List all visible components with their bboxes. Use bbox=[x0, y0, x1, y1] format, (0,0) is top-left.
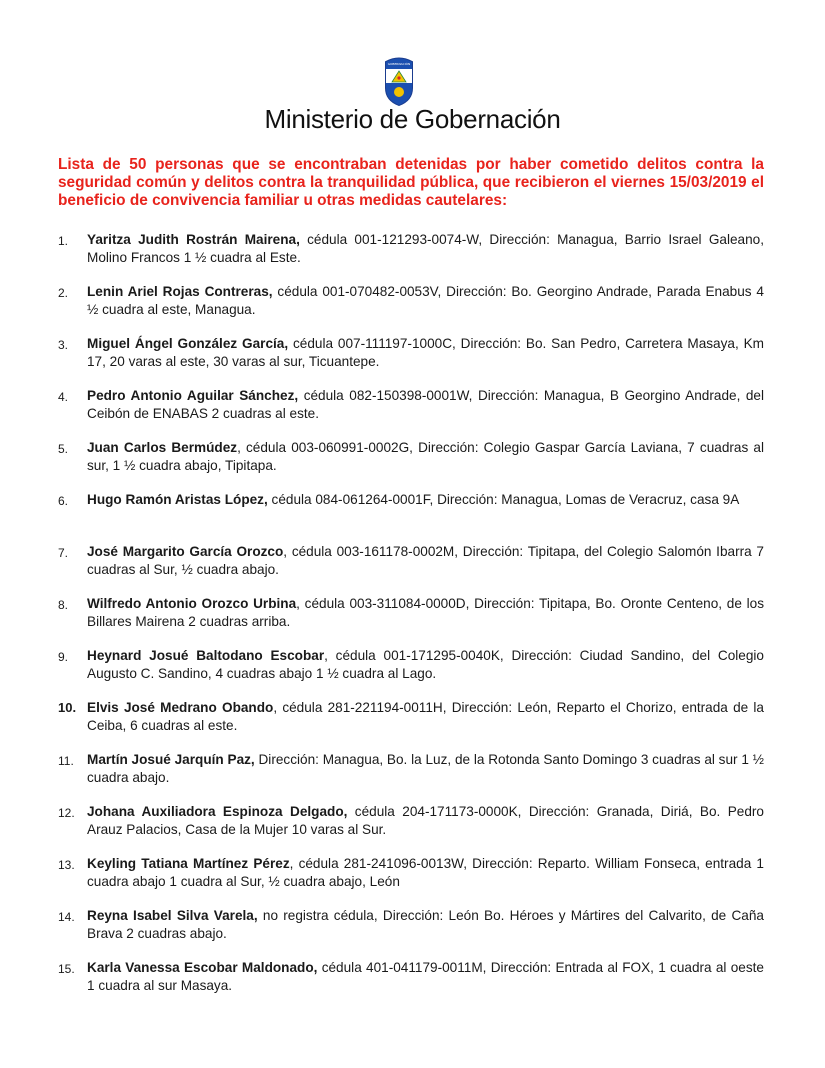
person-name: Karla Vanessa Escobar Maldonado, bbox=[87, 960, 318, 975]
item-number: 1. bbox=[58, 234, 69, 248]
item-number: 4. bbox=[58, 390, 69, 404]
person-details: no registra cédula, Dirección: León Bo. Héroes y Mártires del Calvarito, de Caña Brava 2 cuadras abajo. bbox=[87, 908, 764, 941]
list-item bbox=[58, 439, 764, 491]
item-number: 5. bbox=[58, 442, 69, 456]
person-details: cédula 007-111197-1000C, Dirección: Bo. San Pedro, Carretera Masaya, Km 17, 20 varas al este, 30 varas al sur, Ticuantepe. bbox=[87, 336, 764, 369]
item-number: 9. bbox=[58, 650, 69, 664]
list-item bbox=[58, 543, 764, 595]
person-name: Yaritza Judith Rostrán Mairena, bbox=[87, 232, 300, 247]
person-name: Lenin Ariel Rojas Contreras, bbox=[87, 284, 273, 299]
item-text bbox=[87, 439, 764, 475]
list-item bbox=[58, 491, 764, 543]
person-name: Keyling Tatiana Martínez Pérez bbox=[87, 856, 290, 871]
person-details: , cédula 003-311084-0000D, Dirección: Tipitapa, Bo. Oronte Centeno, de los Billares Mairena 2 cuadras arriba. bbox=[87, 596, 764, 629]
item-number: 10. bbox=[58, 700, 77, 715]
person-details: cédula 084-061264-0001F, Dirección: Managua, Lomas de Veracruz, casa 9A bbox=[267, 492, 740, 507]
person-details: cédula 204-171173-0000K, Dirección: Granada, Diriá, Bo. Pedro Arauz Palacios, Casa de la Mujer 10 varas al Sur. bbox=[87, 804, 764, 837]
person-details: cédula 001-121293-0074-W, Dirección: Managua, Barrio Israel Galeano, Molino Francos 1 ½ cuadra al Este. bbox=[87, 232, 764, 265]
item-text bbox=[87, 283, 764, 319]
person-name: Miguel Ángel González García, bbox=[87, 336, 289, 351]
item-text bbox=[87, 959, 764, 995]
ministry-title: Ministerio de Gobernación bbox=[264, 104, 561, 134]
person-details: , cédula 281-241096-0013W, Dirección: Reparto. William Fonseca, entrada 1 cuadra abajo 1 cuadra al Sur, ½ cuadra abajo, León bbox=[87, 856, 764, 889]
item-number: 15. bbox=[58, 962, 75, 976]
list-heading: Lista de 50 personas que se encontraban detenidas por haber cometido delitos contra la seguridad común y delitos contra la tranquilidad pública, que recibieron el viernes 15/03/2019 el beneficio de convivencia familiar u otras medidas cautelares: bbox=[58, 156, 764, 209]
svg-text:GOBERNACIÓN: GOBERNACIÓN bbox=[387, 62, 411, 66]
person-name: Elvis José Medrano Obando bbox=[87, 700, 274, 715]
list-item bbox=[58, 283, 764, 335]
detainee-list bbox=[58, 231, 764, 1011]
person-name: Johana Auxiliadora Espinoza Delgado, bbox=[87, 804, 348, 819]
item-text bbox=[87, 855, 764, 891]
item-number: 11. bbox=[58, 754, 74, 768]
item-text bbox=[87, 335, 764, 371]
list-item bbox=[58, 231, 764, 283]
person-name: Martín Josué Jarquín Paz, bbox=[87, 752, 255, 767]
person-name: Juan Carlos Bermúdez bbox=[87, 440, 238, 455]
government-seal-icon bbox=[383, 54, 415, 106]
person-details: , cédula 001-171295-0040K, Dirección: Ciudad Sandino, del Colegio Augusto C. Sandino, 4 cuadras abajo 1 ½ cuadra al Lago. bbox=[87, 648, 764, 681]
item-text bbox=[87, 231, 764, 267]
list-item bbox=[58, 647, 764, 699]
list-item bbox=[58, 595, 764, 647]
person-name: Hugo Ramón Aristas López, bbox=[87, 492, 268, 507]
list-item bbox=[58, 907, 764, 959]
item-number: 12. bbox=[58, 806, 75, 820]
item-number: 6. bbox=[58, 494, 69, 508]
item-text bbox=[87, 491, 764, 509]
item-text bbox=[87, 595, 764, 631]
item-number: 7. bbox=[58, 546, 69, 560]
list-item bbox=[58, 699, 764, 751]
person-details: , cédula 281-221194-0011H, Dirección: León, Reparto el Chorizo, entrada de la Ceiba, 6 cuadras al este. bbox=[87, 700, 764, 733]
person-name: Pedro Antonio Aguilar Sánchez, bbox=[87, 388, 299, 403]
list-item bbox=[58, 751, 764, 803]
list-item bbox=[58, 387, 764, 439]
item-text bbox=[87, 907, 764, 943]
person-details: cédula 001-070482-0053V, Dirección: Bo. Georgino Andrade, Parada Enabus 4 ½ cuadra al este, Managua. bbox=[87, 284, 764, 317]
person-name: José Margarito García Orozco bbox=[87, 544, 284, 559]
person-details: cédula 082-150398-0001W, Dirección: Managua, B Georgino Andrade, del Ceibón de ENABAS 2 cuadras al este. bbox=[87, 388, 765, 421]
item-number: 14. bbox=[58, 910, 75, 924]
item-text bbox=[87, 647, 764, 683]
item-number: 3. bbox=[58, 338, 69, 352]
list-item bbox=[58, 803, 764, 855]
item-text bbox=[87, 803, 764, 839]
list-item bbox=[58, 855, 764, 907]
person-details: cédula 401-041179-0011M, Dirección: Entrada al FOX, 1 cuadra al oeste 1 cuadra al sur Masaya. bbox=[87, 960, 764, 993]
person-name: Heynard Josué Baltodano Escobar bbox=[87, 648, 325, 663]
list-item bbox=[58, 335, 764, 387]
item-text bbox=[87, 751, 764, 787]
person-name: Reyna Isabel Silva Varela, bbox=[87, 908, 258, 923]
person-details: , cédula 003-060991-0002G, Dirección: Colegio Gaspar García Laviana, 7 cuadras al sur, 1 ½ cuadra abajo, Tipitapa. bbox=[87, 440, 764, 473]
person-details: , cédula 003-161178-0002M, Dirección: Tipitapa, del Colegio Salomón Ibarra 7 cuadras al Sur, ½ cuadra abajo. bbox=[87, 544, 764, 577]
person-details: Dirección: Managua, Bo. la Luz, de la Rotonda Santo Domingo 3 cuadras al sur 1 ½ cuadra abajo. bbox=[87, 752, 765, 785]
item-number: 2. bbox=[58, 286, 69, 300]
item-text bbox=[87, 387, 764, 423]
item-text bbox=[87, 699, 764, 735]
item-text bbox=[87, 543, 764, 579]
item-number: 13. bbox=[58, 858, 75, 872]
item-number: 8. bbox=[58, 598, 69, 612]
list-item bbox=[58, 959, 764, 1011]
person-name: Wilfredo Antonio Orozco Urbina bbox=[87, 596, 297, 611]
